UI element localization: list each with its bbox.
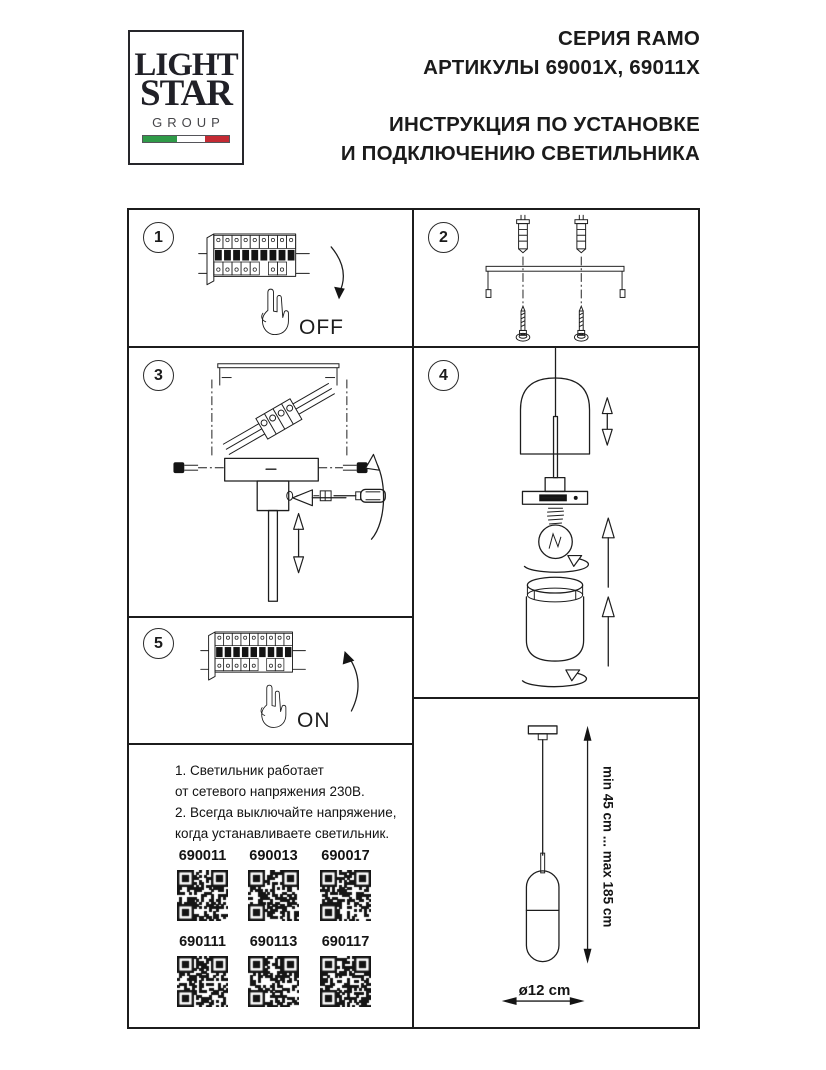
on-label: ON — [297, 709, 331, 732]
off-label: OFF — [299, 316, 344, 339]
note-line: 1. Светильник работает — [175, 763, 324, 778]
header-series-block — [423, 24, 700, 82]
qr-code-label: 690113 — [249, 934, 298, 950]
wall-anchor-screw-icon — [516, 215, 530, 341]
logo-light: LIGHT — [134, 46, 238, 83]
screwdriver-icon — [334, 489, 385, 502]
ceiling-plate-icon — [528, 726, 557, 740]
safety-notes — [175, 760, 396, 844]
light-bulb-icon — [539, 508, 573, 558]
canopy-icon — [522, 478, 587, 505]
mounting-bracket-icon — [218, 364, 339, 386]
qr-code — [248, 870, 299, 921]
step2-number-badge — [428, 222, 459, 253]
diameter-label: ø12 cm — [518, 982, 571, 999]
step5-number-badge — [143, 628, 174, 659]
dimensions-panel — [412, 697, 700, 1029]
set-screw-icon — [320, 491, 331, 501]
side-screw-icon — [318, 462, 367, 473]
rod-icon — [554, 416, 558, 477]
logo-group: GROUP — [152, 115, 225, 131]
italian-flag-bar — [142, 135, 230, 143]
cylinder-diffuser-icon — [526, 577, 583, 661]
height-dimension-arrow — [584, 726, 592, 964]
notes-qr-panel — [127, 743, 414, 1029]
step3-number: 3 — [154, 366, 163, 384]
step1-panel — [127, 208, 414, 348]
step3-number-badge — [143, 360, 174, 391]
arrow-up-icon — [602, 597, 614, 666]
arrow-up-down-icon — [294, 514, 304, 573]
step2-panel — [412, 208, 700, 348]
step1-number: 1 — [154, 228, 163, 246]
step4-number-badge — [428, 360, 459, 391]
arrow-up-down-icon — [602, 398, 612, 445]
height-range-label: min 45 cm ... max 185 cm — [600, 765, 616, 928]
note-line: 2. Всегда выключайте напряжение, — [175, 805, 397, 820]
curved-arrow-up-icon — [349, 657, 359, 711]
rotate-arrow-icon — [522, 670, 586, 687]
lightstar-logo — [128, 30, 244, 165]
suspension-rod-icon — [269, 511, 278, 602]
articles-line: АРТИКУЛЫ 69001X, 69011X — [423, 56, 700, 79]
step2-number: 2 — [439, 228, 448, 246]
rod-holder-icon — [257, 481, 292, 511]
wall-anchor-screw-icon — [574, 215, 588, 341]
header-instruction-block — [341, 110, 700, 168]
step4-number: 4 — [439, 366, 448, 384]
step1-number-badge — [143, 222, 174, 253]
instruction-title-line1: ИНСТРУКЦИЯ ПО УСТАНОВКЕ — [389, 113, 700, 136]
flag-red — [205, 136, 229, 142]
canopy-mounting-illustration — [129, 348, 412, 616]
note-line: когда устанавливаете светильник. — [175, 826, 390, 841]
qr-code-label: 690017 — [321, 848, 370, 864]
qr-code-label: 690013 — [249, 848, 298, 864]
qr-code — [177, 870, 228, 921]
hand-pointing-icon — [262, 289, 289, 334]
capsule-shade-icon — [526, 871, 559, 962]
step3-panel — [127, 346, 414, 618]
series-title: СЕРИЯ RAMO — [558, 27, 700, 50]
ceiling-canopy-icon — [225, 458, 319, 481]
instruction-title-line2: И ПОДКЛЮЧЕНИЮ СВЕТИЛЬНИКА — [340, 142, 700, 165]
rotate-arrow-icon — [366, 454, 384, 539]
flag-green — [143, 136, 177, 142]
step4-panel — [412, 346, 700, 699]
qr-code — [320, 870, 371, 921]
pendant-lamp-dimensions-illustration — [414, 699, 698, 1027]
hand-pointing-icon — [261, 685, 286, 727]
logo-star: STAR — [140, 72, 232, 114]
step5-number: 5 — [154, 634, 163, 652]
step5-panel — [127, 616, 414, 745]
qr-code — [248, 956, 299, 1007]
terminal-block-icon — [220, 378, 338, 460]
arrow-up-icon — [602, 518, 614, 587]
qr-code-label: 690117 — [321, 934, 370, 950]
qr-code-label: 690011 — [178, 848, 227, 864]
qr-code — [320, 956, 371, 1007]
instruction-grid — [127, 208, 700, 1029]
qr-code — [177, 956, 228, 1007]
note-line: от сетевого напряжения 230В. — [175, 784, 365, 799]
side-screw-icon — [173, 462, 224, 473]
qr-code-label: 690111 — [179, 934, 226, 950]
curved-arrow-down-icon — [331, 247, 343, 294]
mounting-bracket-icon — [486, 266, 625, 297]
lamp-assembly-illustration — [414, 348, 698, 697]
arrow-left-icon — [293, 490, 346, 506]
flag-white — [177, 136, 205, 142]
